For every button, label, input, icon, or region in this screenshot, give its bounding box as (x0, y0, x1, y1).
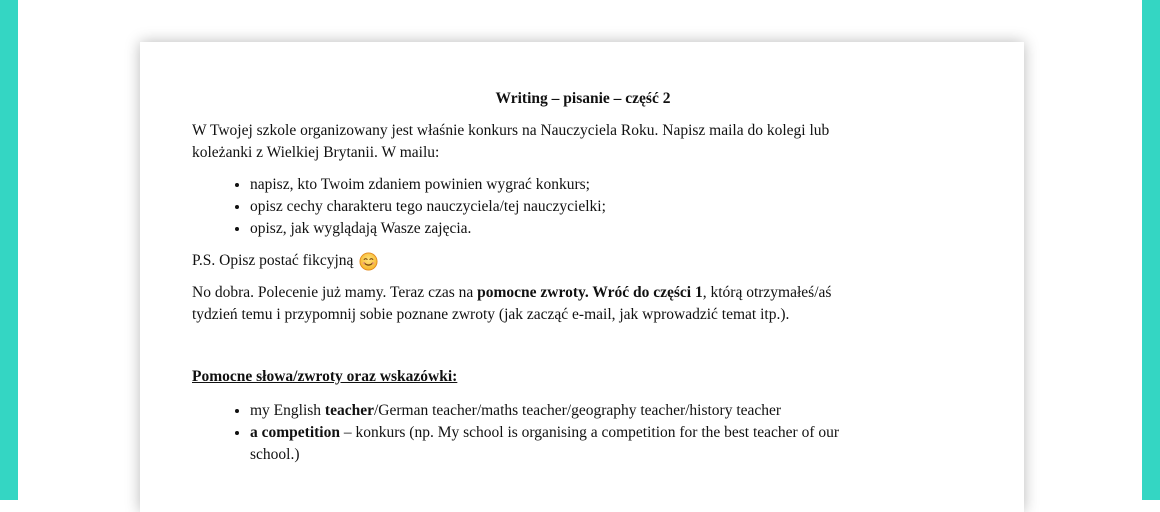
smiley-face-icon (359, 252, 378, 271)
document-title: Writing – pisanie – część 2 (495, 90, 671, 107)
left-frame-border (0, 0, 18, 500)
task-item: • napisz, kto Twoim zdaniem powinien wygrać konkurs; (250, 174, 974, 196)
instructions-text-3: , którą otrzymałeś/aś (702, 284, 832, 301)
instructions-line-2: tydzień temu i przypomnij sobie poznane zwroty (jak zacząć e-mail, jak wprowadzić temat itp.). (192, 306, 790, 323)
intro-line-1: W Twojej szkole organizowany jest właśnie konkurs na Nauczyciela Roku. Napisz maila do kolegi lub (192, 122, 830, 139)
instructions-bold-1: pomocne zwroty (477, 284, 585, 301)
helpful-item (250, 400, 974, 422)
instructions-text-1: No dobra. Polecenie już mamy. Teraz czas na (192, 284, 478, 301)
right-frame-border (1142, 0, 1160, 500)
ps-line (192, 250, 974, 272)
helpful-item-1-pre: my English (250, 402, 325, 419)
instructions-bold-2: Wróć do części 1 (592, 284, 703, 301)
helpful-item-2-line-1: – konkurs (np. My school is organising a competition for the best teacher of our (339, 424, 840, 441)
helpful-item (250, 422, 974, 466)
helpful-item-2-bold: a competition (250, 424, 340, 441)
instructions-paragraph (192, 282, 974, 326)
helpful-phrases-list (192, 400, 974, 466)
helpful-item-1-bold: teacher (324, 402, 374, 419)
task-item: • opisz, jak wyglądają Wasze zajęcia. (250, 218, 974, 240)
document-page (140, 42, 1024, 512)
instructions-text-2: . (584, 284, 593, 301)
helpful-item-1-post: /German teacher/maths teacher/geography teacher/history teacher (373, 402, 782, 419)
intro-line-2: koleżanki z Wielkiej Brytanii. W mailu: (192, 144, 440, 161)
intro-paragraph (192, 120, 974, 164)
ps-text: P.S. Opisz postać fikcyjną (192, 252, 354, 269)
helpful-item-2-line-2: school.) (250, 446, 300, 463)
helpful-phrases-heading: Pomocne słowa/zwroty oraz wskazówki: (192, 368, 458, 385)
task-list (192, 174, 974, 240)
task-item: • opisz cechy charakteru tego nauczyciela/tej nauczycielki; (250, 196, 974, 218)
